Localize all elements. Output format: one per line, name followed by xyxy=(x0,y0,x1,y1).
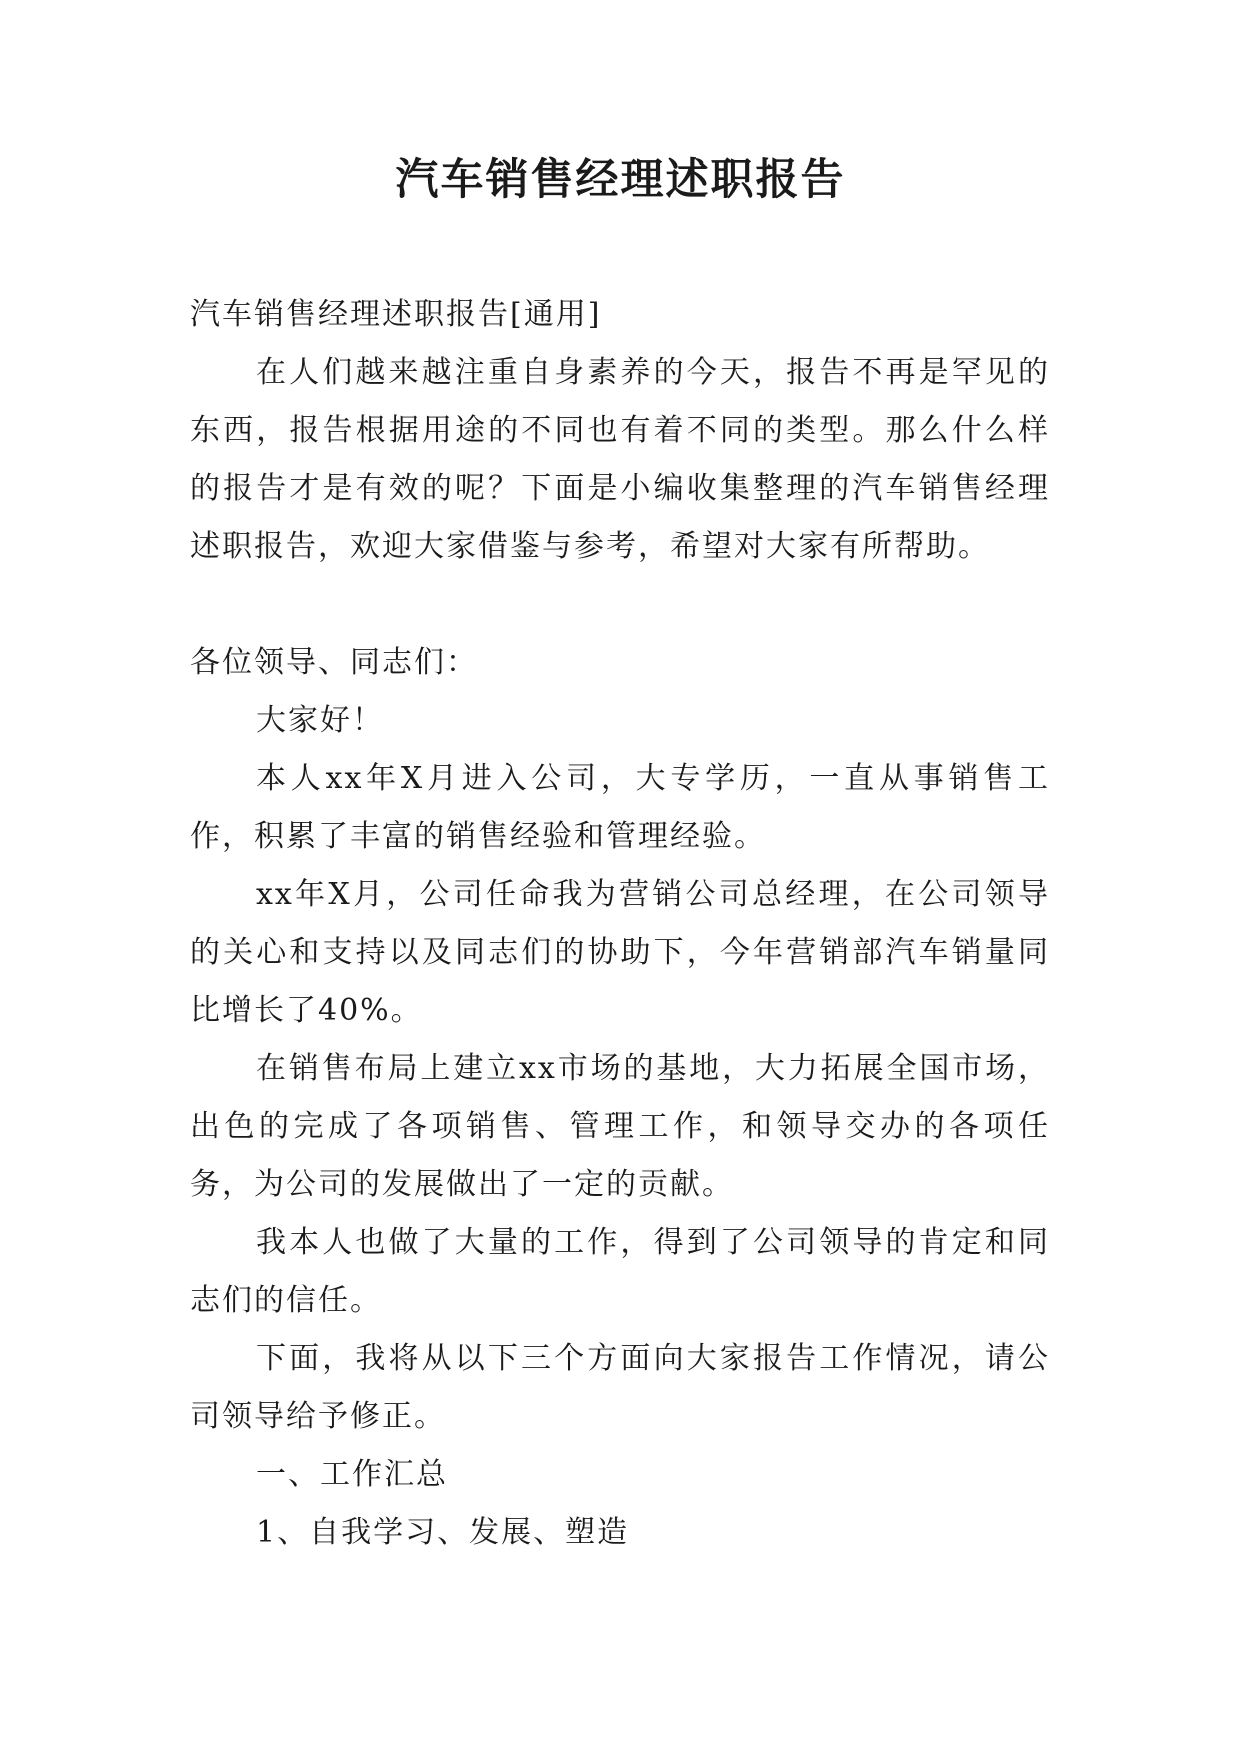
section-heading: 一、工作汇总 xyxy=(256,1457,448,1492)
body-paragraph: 在销售布局上建立xx市场的基地，大力拓展全国市场，出色的完成了各项销售、管理工作，和领导交办的各项任务，为公司的发展做出了一定的贡献。 xyxy=(190,1051,1050,1202)
salutation: 各位领导、同志们： xyxy=(190,645,478,680)
intro-paragraph: 在人们越来越注重自身素养的今天，报告不再是罕见的东西，报告根据用途的不同也有着不同的类型。那么什么样的报告才是有效的呢？下面是小编收集整理的汽车销售经理述职报告，欢迎大家借鉴与参考，希望对大家有所帮助。 xyxy=(190,355,1050,564)
greeting: 大家好！ xyxy=(256,703,384,738)
body-paragraph: xx年X月，公司任命我为营销公司总经理，在公司领导的关心和支持以及同志们的协助下，今年营销部汽车销量同比增长了40%。 xyxy=(190,877,1050,1028)
document-subtitle: 汽车销售经理述职报告[通用] xyxy=(190,297,602,332)
document-body xyxy=(190,286,1050,1562)
subsection-heading: 1、自我学习、发展、塑造 xyxy=(256,1515,630,1550)
document-title: 汽车销售经理述职报告 xyxy=(395,155,846,205)
body-paragraph: 下面，我将从以下三个方面向大家报告工作情况，请公司领导给予修正。 xyxy=(190,1341,1050,1434)
body-paragraph: 本人xx年X月进入公司，大专学历，一直从事销售工作，积累了丰富的销售经验和管理经验。 xyxy=(190,761,1050,854)
body-paragraph: 我本人也做了大量的工作，得到了公司领导的肯定和同志们的信任。 xyxy=(190,1225,1050,1318)
paragraph-spacer xyxy=(190,576,1050,634)
